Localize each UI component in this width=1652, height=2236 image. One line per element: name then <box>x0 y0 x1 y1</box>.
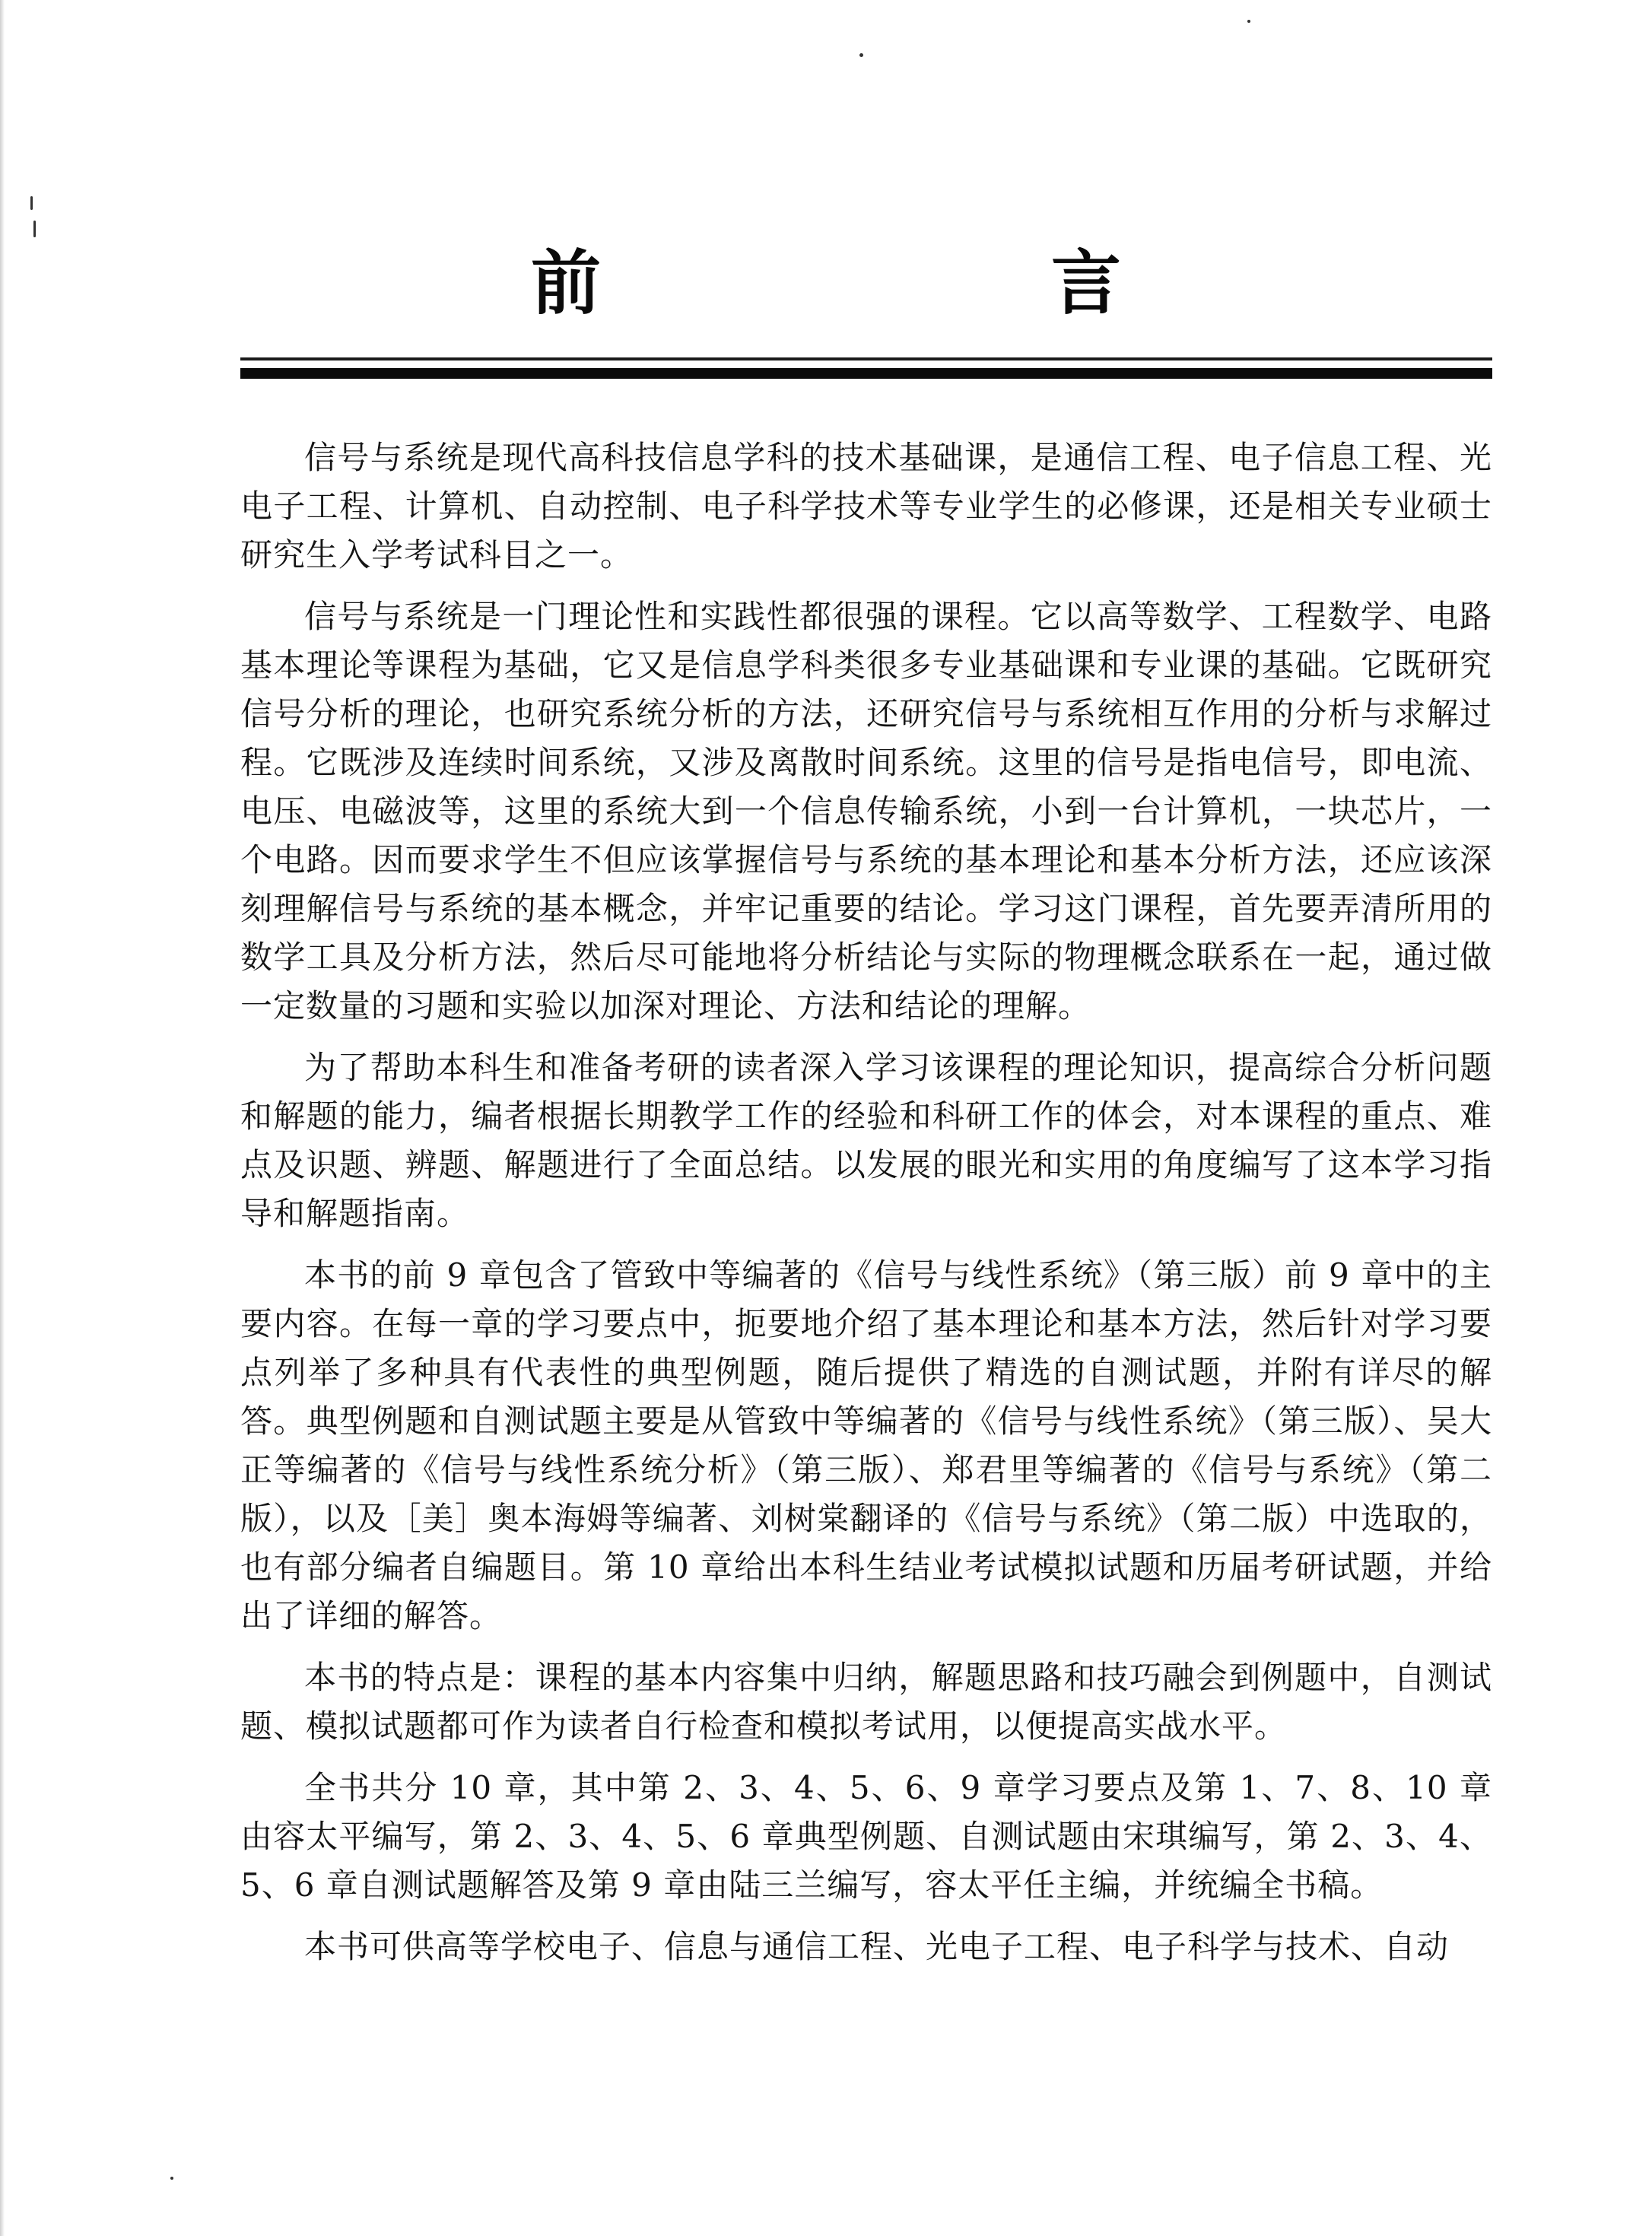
paragraph: 信号与系统是一门理论性和实践性都很强的课程。它以高等数学、工程数学、电路基本理论等课程为基础，它又是信息学科类很多专业基础课和专业课的基础。它既研究信号分析的理论，也研究系统分析的方法，还研究信号与系统相互作用的分析与求解过程。它既涉及连续时间系统，又涉及离散时间系统。这里的信号是指电信号，即电流、电压、电磁波等，这里的系统大到一个信息传输系统，小到一台计算机，一块芯片，一个电路。因而要求学生不但应该掌握信号与系统的基本理论和基本分析方法，还应该深刻理解信号与系统的基本概念，并牢记重要的结论。学习这门课程，首先要弄清所用的数学工具及分析方法，然后尽可能地将分析结论与实际的物理概念联系在一起，通过做一定数量的习题和实验以加深对理论、方法和结论的理解。 <box>240 598 1492 1024</box>
paragraph: 本书可供高等学校电子、信息与通信工程、光电子工程、电子科学与技术、自动 <box>304 1928 1450 1965</box>
scan-speck <box>30 196 33 210</box>
title-rule-thick <box>240 368 1492 379</box>
paragraph: 为了帮助本科生和准备考研的读者深入学习该课程的理论知识，提高综合分析问题和解题的能力，编者根据长期教学工作的经验和科研工作的体会，对本课程的重点、难点及识题、辨题、解题进行了全面总结。以发展的眼光和实用的角度编写了这本学习指导和解题指南。 <box>240 1049 1492 1232</box>
scan-speck <box>33 221 36 237</box>
paragraph: 全书共分 10 章，其中第 2、3、4、5、6、9 章学习要点及第 1、7、8、10 章由容太平编写，第 2、3、4、5、6 章典型例题、自测试题由宋琪编写，第 2、3、4、5、6 章自测试题解答及第 9 章由陆三兰编写，容太平任主编，并统编全书稿。 <box>240 1769 1492 1904</box>
paragraph: 信号与系统是现代高科技信息学科的技术基础课，是通信工程、电子信息工程、光电子工程、计算机、自动控制、电子科学技术等专业学生的必修课，还是相关专业硕士研究生入学考试科目之一。 <box>240 439 1492 573</box>
paragraph: 本书的前 9 章包含了管致中等编著的《信号与线性系统》（第三版）前 9 章中的主要内容。在每一章的学习要点中，扼要地介绍了基本理论和基本方法，然后针对学习要点列举了多种具有代表性的典型例题，随后提供了精选的自测试题，并附有详尽的解答。典型例题和自测试题主要是从管致中等编著的《信号与线性系统》（第三版）、吴大正等编著的《信号与线性系统分析》（第三版）、郑君里等编著的《信号与系统》（第二版），以及［美］奥本海姆等编著、刘树棠翻译的《信号与系统》（第二版）中选取的，也有部分编者自编题目。第 10 章给出本科生结业考试模拟试题和历届考研试题，并给出了详细的解答。 <box>240 1256 1492 1634</box>
scan-speck <box>859 53 863 57</box>
scan-edge <box>0 0 5 2236</box>
scan-speck <box>1247 20 1250 23</box>
title-rule-thin <box>240 357 1492 360</box>
scan-speck <box>170 2177 173 2180</box>
paragraph: 本书的特点是：课程的基本内容集中归纳，解题思路和技巧融会到例题中，自测试题、模拟试题都可作为读者自行检查和模拟考试用，以便提高实战水平。 <box>240 1659 1492 1745</box>
page-title: 前 言 <box>531 243 1311 324</box>
preface-body <box>240 434 1492 1984</box>
